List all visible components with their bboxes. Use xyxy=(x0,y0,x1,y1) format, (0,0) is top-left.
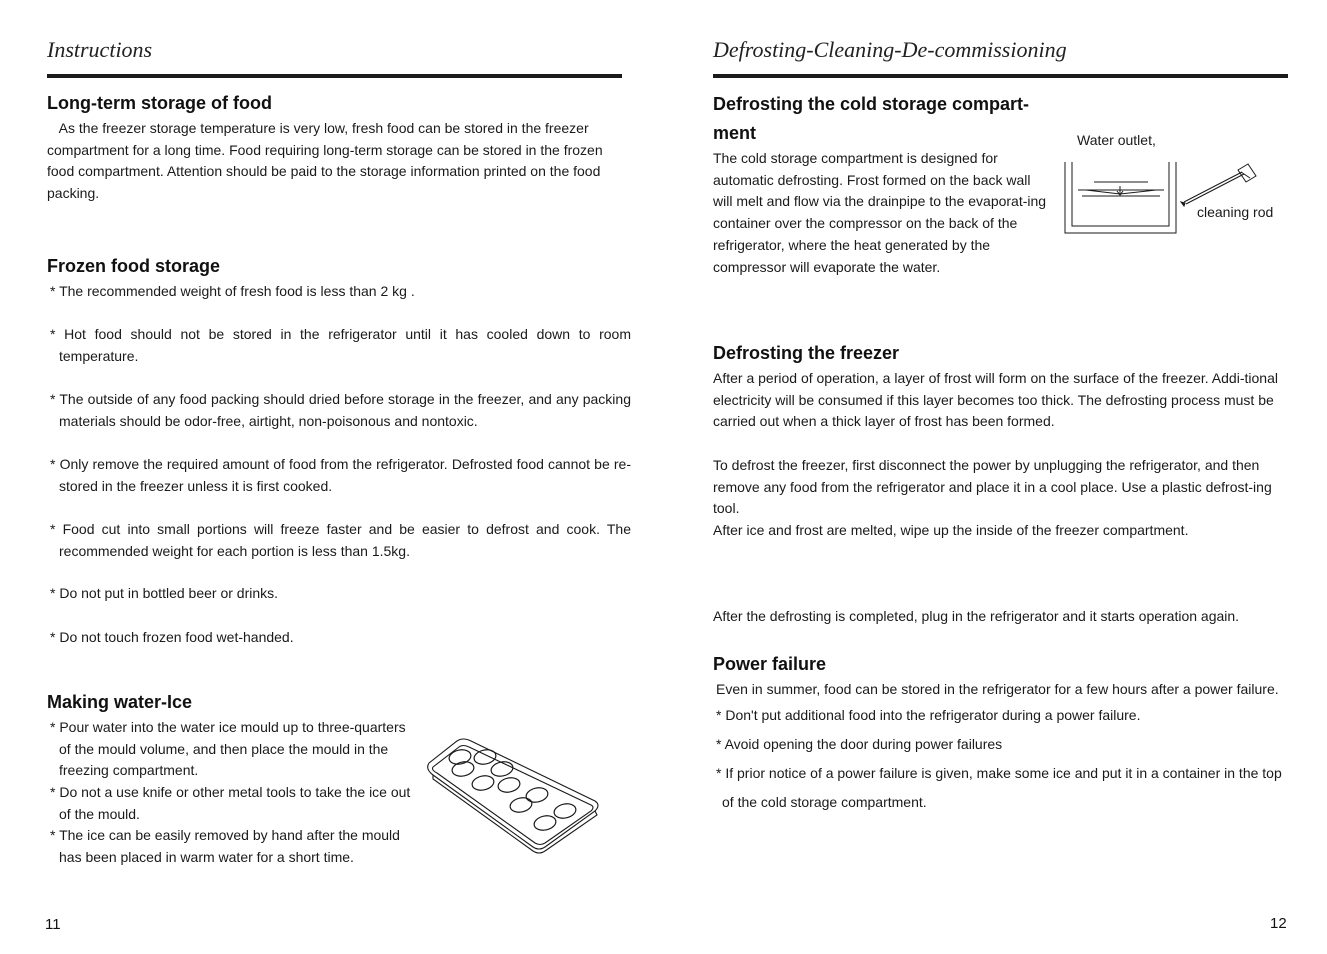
left-page-number: 11 xyxy=(45,916,61,933)
frozen-bullet: * The outside of any food packing should dried before storage in the freezer, and any packing materials should be odor-free, airtight, non-poisonous and nontoxic. xyxy=(50,391,631,429)
frozen-bullet: * Only remove the required amount of food from the refrigerator. Defrosted food cannot be re-stored in the freezer unless it is first cooked. xyxy=(50,456,631,494)
frozen-bullet: * Food cut into small portions will freeze faster and be easier to defrost and cook. The recommended weight for each portion is less than 1.5kg. xyxy=(50,521,631,559)
frozen-food-heading: Frozen food storage xyxy=(47,256,221,276)
power-failure-bullet: * Don't put additional food into the refrigerator during a power failure. xyxy=(716,707,1141,723)
ice-bullet: * Pour water into the water ice mould up to three-quarters of the mould volume, and then place the mould in the freezing compartment. xyxy=(50,719,406,779)
cold-storage-paragraph: The cold storage compartment is designed for automatic defrosting. Frost formed on the back wall will melt and flow via the drainpipe to the evaporat-ing container over the compressor on the back of the refrigerator, where the heat generated by the compressor will evaporate the water. xyxy=(713,150,1047,275)
long-term-storage-heading: Long-term storage of food xyxy=(47,93,272,113)
left-page-title: Instructions xyxy=(47,37,153,62)
defrost-freezer-para1: After a period of operation, a layer of frost will form on the surface of the freezer. Addi-tional electricity will be consumed if this layer becomes too thick. The defrosting process must be carried out when a thick layer of frost has been formed. xyxy=(713,370,1278,430)
power-failure-intro: Even in summer, food can be stored in the refrigerator for a few hours after a power failure. xyxy=(716,681,1279,697)
cold-storage-heading-line2: ment xyxy=(713,123,757,143)
frozen-bullet: * The recommended weight of fresh food is less than 2 kg . xyxy=(50,283,415,299)
cleaning-rod-label: cleaning rod xyxy=(1197,204,1274,220)
defrost-freezer-heading: Defrosting the freezer xyxy=(713,343,900,363)
defrost-freezer-para3: After ice and frost are melted, wipe up the inside of the freezer compartment. xyxy=(713,522,1189,538)
cold-storage-heading-line1: Defrosting the cold storage compart- xyxy=(713,94,1030,114)
right-page-number: 12 xyxy=(1270,915,1287,932)
power-failure-heading: Power failure xyxy=(713,654,827,674)
power-failure-bullet: * Avoid opening the door during power failures xyxy=(716,736,1003,752)
water-outlet-label: Water outlet, xyxy=(1077,132,1156,148)
water-ice-heading: Making water-Ice xyxy=(47,692,193,712)
frozen-bullet: * Do not put in bottled beer or drinks. xyxy=(50,585,279,601)
ice-bullet: * Do not a use knife or other metal tools to take the ice out of the mould. xyxy=(50,784,411,822)
frozen-bullet: * Do not touch frozen food wet-handed. xyxy=(50,629,294,645)
power-failure-bullet: * If prior notice of a power failure is given, make some ice and put it in a container in the top xyxy=(716,765,1282,781)
left-title-rule xyxy=(47,74,622,78)
long-term-storage-paragraph: As the freezer storage temperature is very low, fresh food can be stored in the freezer compartment for a long time. Food requiring long-term storage can be stored in the frozen food compartment. Attention should be paid to the storage information printed on the food packing. xyxy=(47,120,607,202)
ice-bullet: * The ice can be easily removed by hand after the mould has been placed in warm water for a short time. xyxy=(50,827,400,865)
right-title-rule xyxy=(713,74,1288,78)
defrost-freezer-para2: To defrost the freezer, first disconnect the power by unplugging the refrigerator, and then remove any food from the refrigerator and place it in a cool place. Use a plastic defrost-ing tool. xyxy=(713,457,1272,517)
power-failure-bullet-continuation: of the cold storage compartment. xyxy=(722,794,927,810)
right-page-title: Defrosting-Cleaning-De-commissioning xyxy=(713,37,1067,62)
ice-tray-illustration xyxy=(425,735,605,855)
drain-diagram xyxy=(1064,160,1264,236)
frozen-bullet: * Hot food should not be stored in the refrigerator until it has cooled down to room temperature. xyxy=(50,326,631,364)
defrost-freezer-para4: After the defrosting is completed, plug in the refrigerator and it starts operation again. xyxy=(713,608,1240,624)
